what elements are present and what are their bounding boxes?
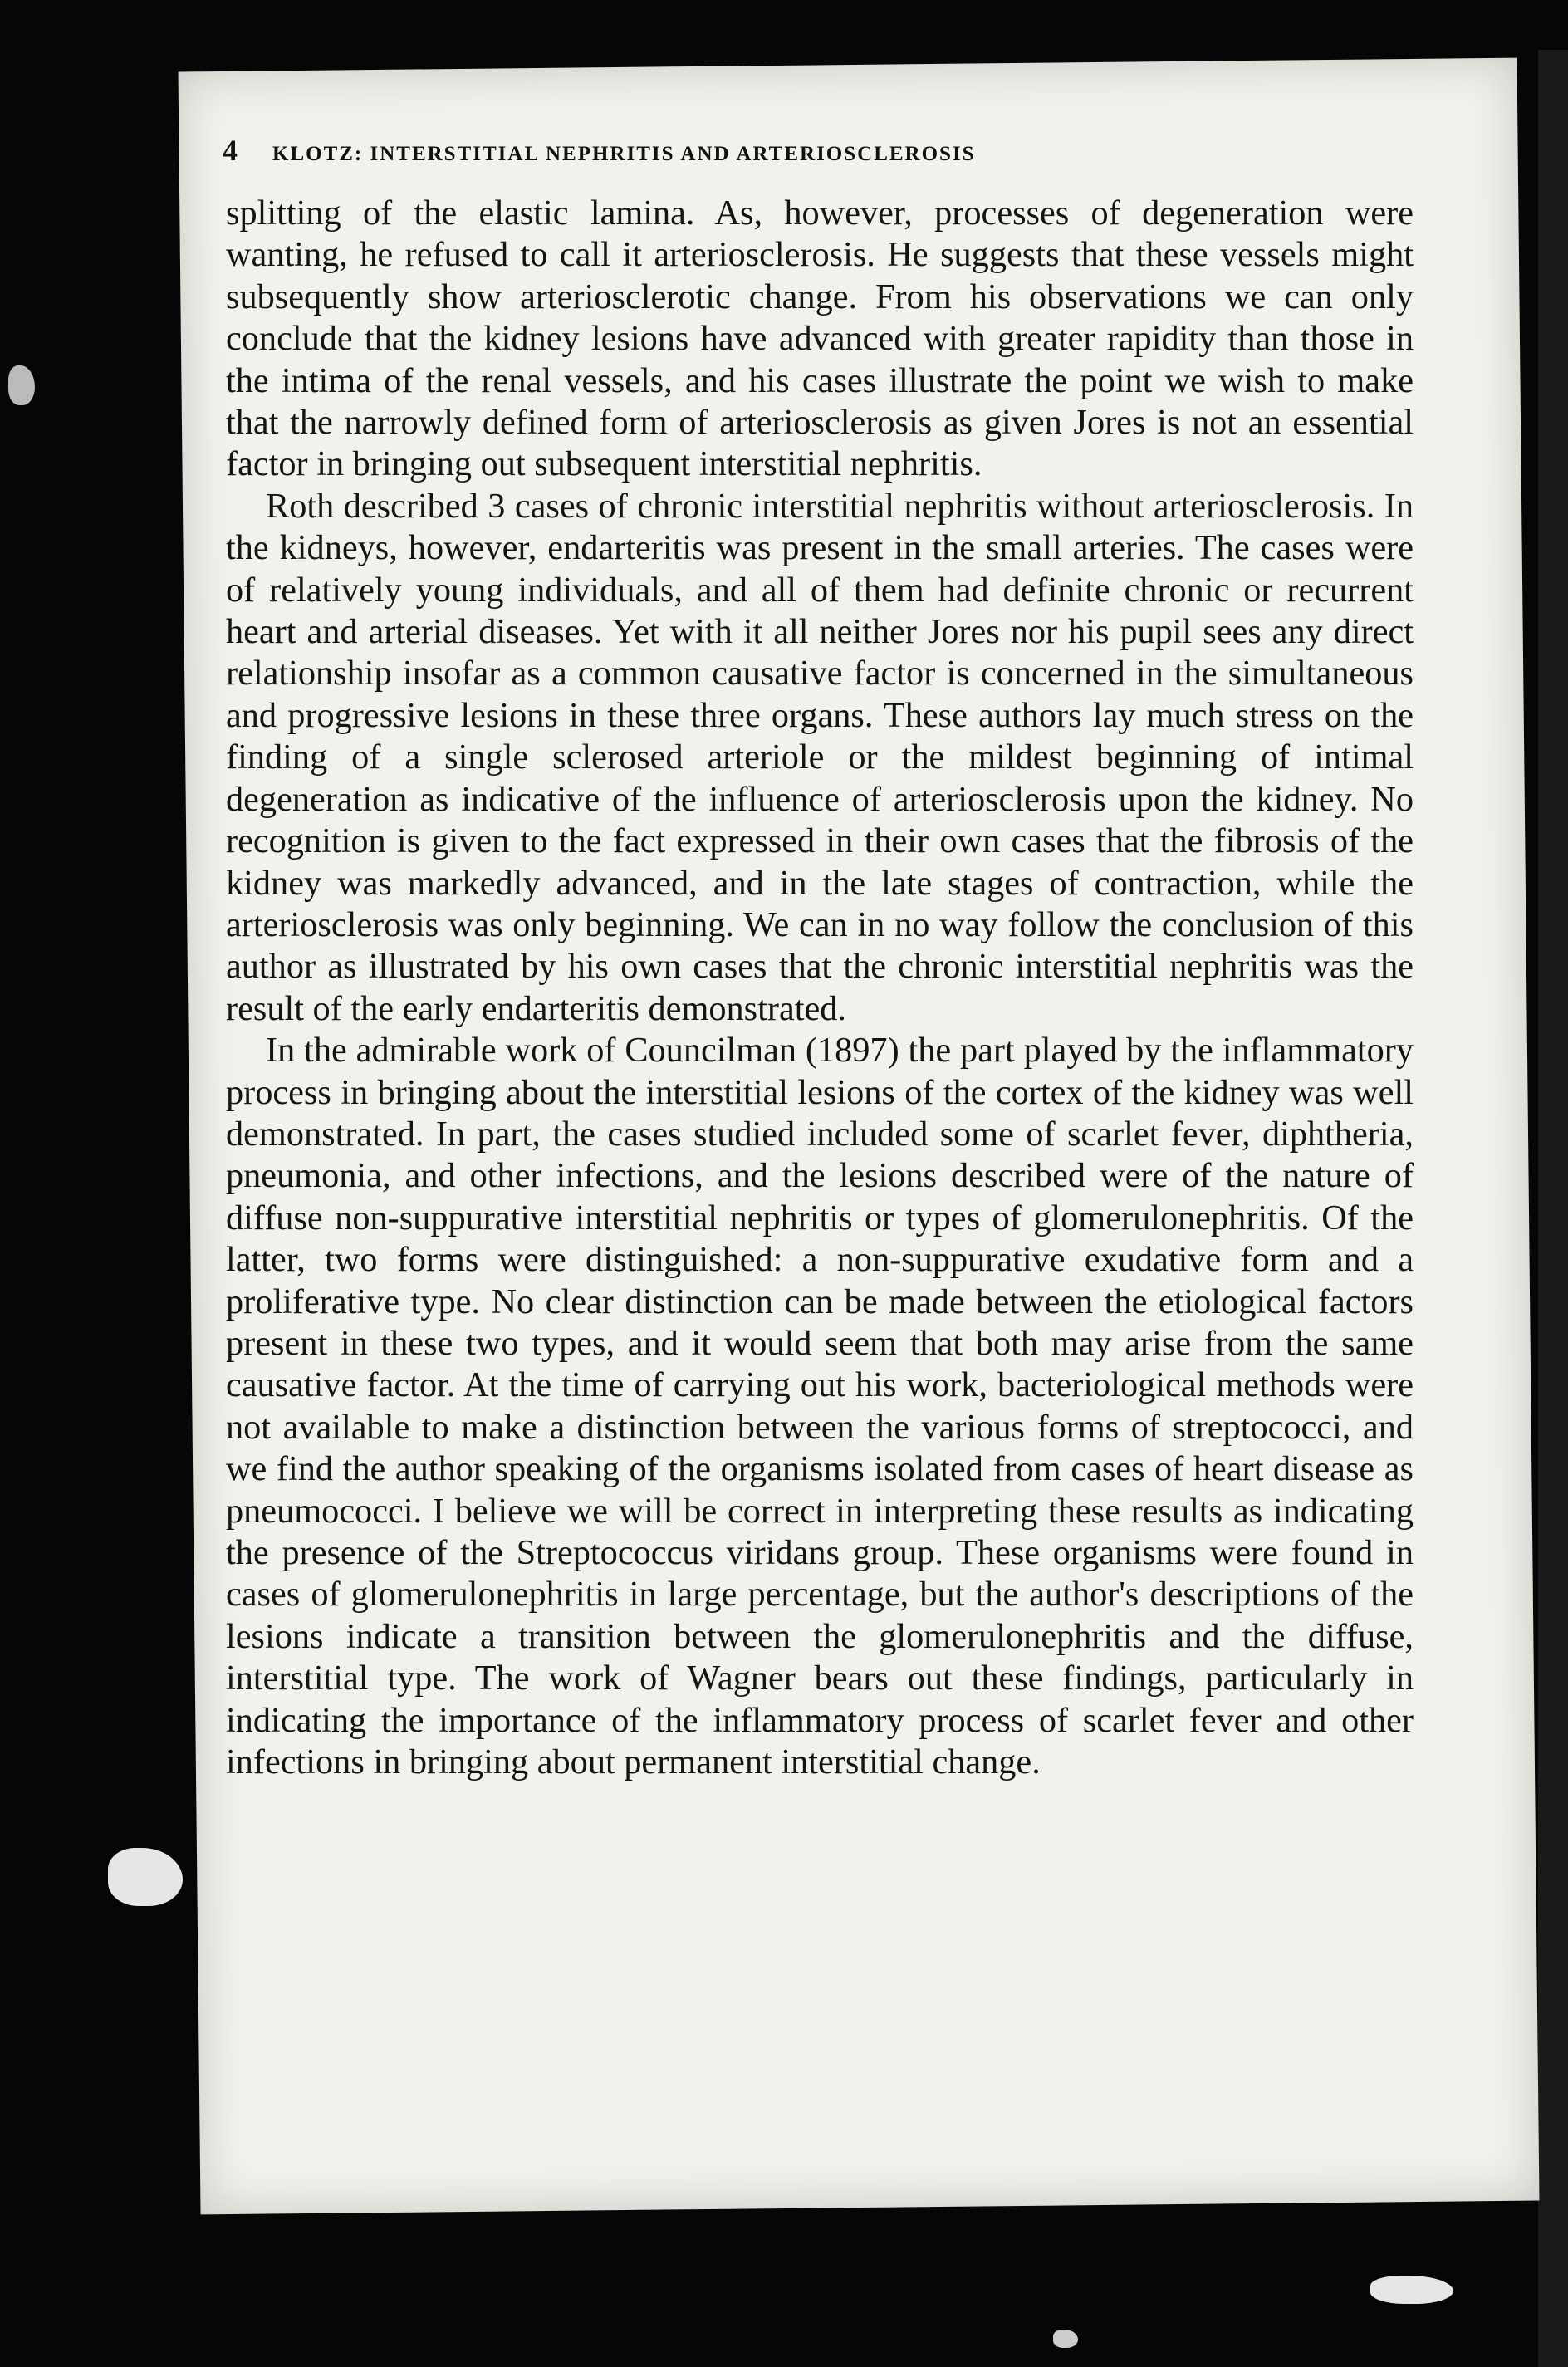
scan-speck — [1370, 2276, 1453, 2304]
running-title: KLOTZ: INTERSTITIAL NEPHRITIS AND ARTERIOSCLEROSIS — [272, 143, 976, 165]
scan-speck — [1053, 2330, 1078, 2348]
paragraph: In the admirable work of Councilman (1897) the part played by the inflammatory process in bringing about the interstitial lesions of the cortex of the kidney was well demonstrated. In part, the cases studied included some of scarlet fever, diphtheria, pneumonia, and other infections, and the lesions described were of the nature of diffuse non-suppurative interstitial nephritis or types of glomerulonephritis. Of the latter, two forms were distinguished: a non-suppurative exudative form and a proliferative type. No clear distinction can be made between the etiological factors present in these two types, and it would seem that both may arise from the same causative factor. At the time of carrying out his work, bacteriological methods were not available to make a distinction between the various forms of streptococci, and we find the author speaking of the organisms isolated from cases of heart disease as pneumococci. I believe we will be correct in interpreting these results as indicating the presence of the Streptococcus viridans group. These organisms were found in cases of glomerulonephritis in large percentage, but the author's descriptions of the lesions indicate a transition between the glomerulonephritis and the diffuse, interstitial type. The work of Wagner bears out these findings, particularly in indicating the importance of the inflammatory process of scarlet fever and other infections in bringing about permanent interstitial change. — [226, 1031, 1414, 1782]
running-head — [223, 133, 1319, 168]
adjacent-page-edge — [1538, 50, 1568, 2367]
scan-speck — [8, 365, 35, 405]
paragraph: splitting of the elastic lamina. As, however, processes of degeneration were wanting, he refused to call it arteriosclerosis. He suggests that these vessels might subsequently show arteriosclerotic change. From his observations we can only conclude that the kidney lesions have advanced with greater rapidity than those in the intima of the renal vessels, and his cases illustrate the point we wish to make that the narrowly defined form of arteriosclerosis as given Jores is not an essential factor in bringing out subsequent interstitial nephritis. — [226, 194, 1414, 484]
paragraph: Roth described 3 cases of chronic interstitial nephritis without arteriosclerosis. In the kidneys, however, endarteritis was present in the small arteries. The cases were of relatively young individuals, and all of them had definite chronic or recurrent heart and arterial diseases. Yet with it all neither Jores nor his pupil sees any direct relationship insofar as a common causative factor is concerned in the simultaneous and progressive lesions in these three organs. These authors lay much stress on the finding of a single sclerosed arteriole or the mildest beginning of intimal degeneration as indicative of the influence of arteriosclerosis upon the kidney. No recognition is given to the fact expressed in their own cases that the fibrosis of the kidney was markedly advanced, and in the late stages of contraction, while the arteriosclerosis was only beginning. We can in no way follow the conclusion of this author as illustrated by his own cases that the chronic interstitial nephritis was the result of the early endarteritis demonstrated. — [226, 486, 1414, 1028]
page-number: 4 — [223, 134, 238, 167]
body-text — [226, 193, 1414, 1783]
